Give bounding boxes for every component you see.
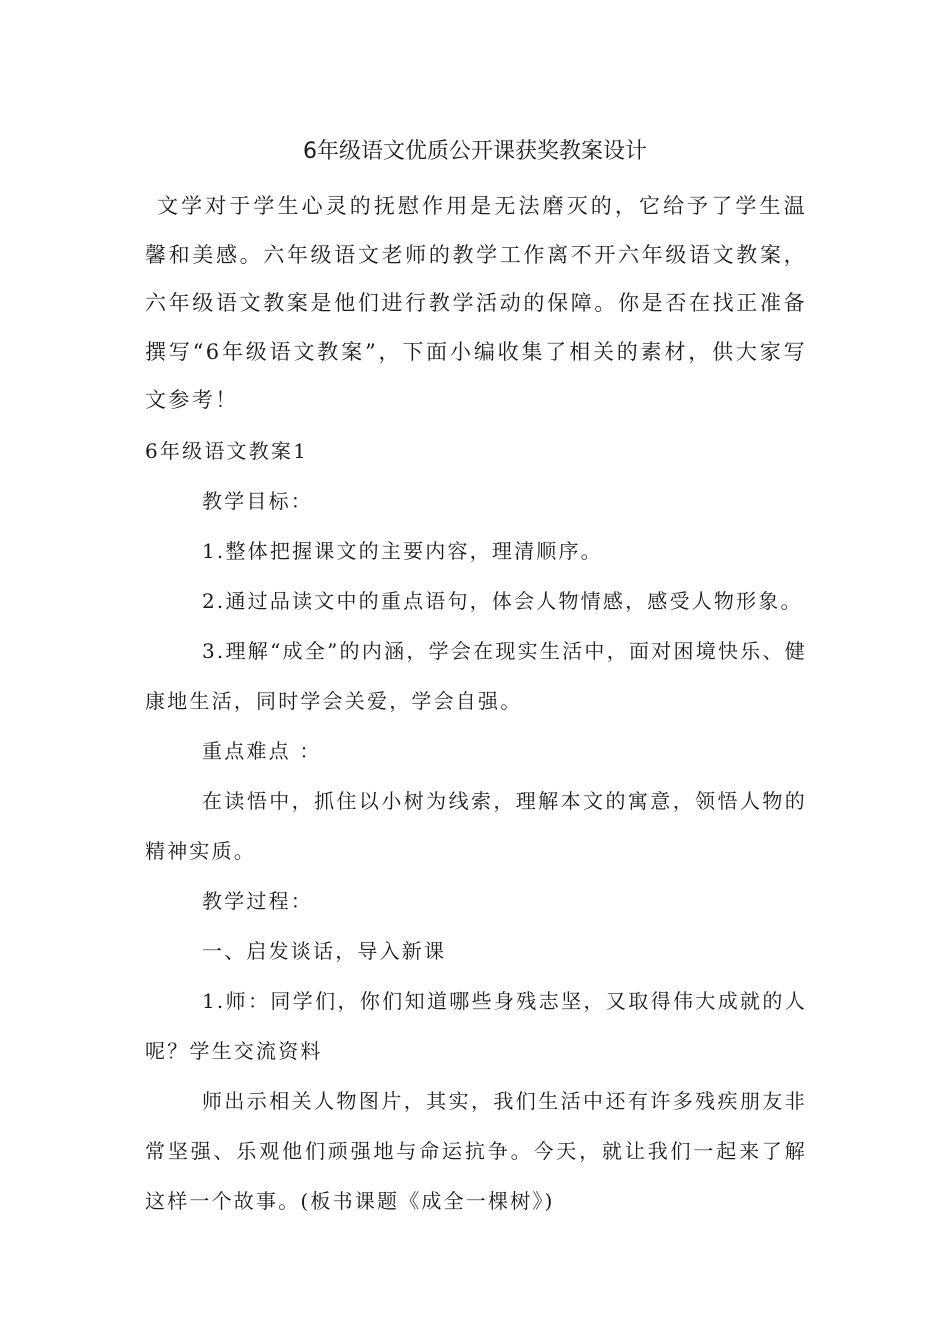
paragraph-step-1-question: 1.师：同学们，你们知道哪些身残志坚，又取得伟大成就的人呢？学生交流资料	[145, 989, 807, 1063]
paragraph-step-1-teacher: 师出示相关人物图片，其实，我们生活中还有许多残疾朋友非常坚强、乐观他们顽强地与命运抗争。今天，就让我们一起来了解这样一个故事。(板书课题《成全一棵树》)	[145, 1089, 807, 1213]
intro-paragraph: 文学对于学生心灵的抚慰作用是无法磨灭的，它给予了学生温馨和美感。六年级语文老师的教学工作离不开六年级语文教案，六年级语文教案是他们进行教学活动的保障。你是否在找正准备撰写“6年级语文教案”，下面小编收集了相关的素材，供大家写文参考！	[145, 194, 807, 412]
paragraph-teaching-goals-heading: 教学目标：	[202, 489, 313, 513]
paragraph-key-points-heading: 重点难点 ：	[202, 739, 322, 763]
paragraph-goal-3: 3.理解“成全”的内涵，学会在现实生活中，面对困境快乐、健康地生活，同时学会关爱，学会自强。	[145, 639, 807, 713]
document-title: 6年级语文优质公开课获奖教案设计	[303, 139, 647, 164]
paragraph-step-1-heading: 一、启发谈话，导入新课	[202, 939, 447, 963]
paragraph-key-points: 在读悟中，抓住以小树为线索，理解本文的寓意，领悟人物的精神实质。	[145, 789, 807, 863]
document-body	[145, 426, 807, 1226]
paragraph-goal-1: 1.整体把握课文的主要内容，理清顺序。	[202, 539, 603, 563]
section-heading: 6年级语文教案1	[145, 439, 309, 463]
paragraph-goal-2: 2.通过品读文中的重点语句，体会人物情感，感受人物形象。	[202, 589, 803, 613]
paragraph-process-heading: 教学过程：	[202, 889, 313, 913]
